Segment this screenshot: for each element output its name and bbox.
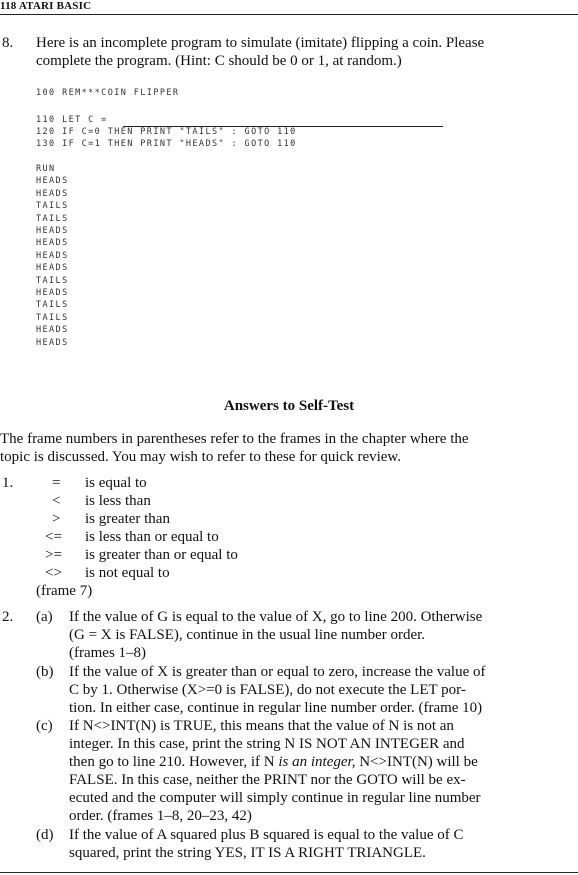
answer-2c-line-3-end: N<>INT(N) will be xyxy=(359,754,478,770)
page-number-title: 118 ATARI BASIC xyxy=(0,0,92,12)
question-text-line-2: complete the program. (Hint: C should be 0 or 1, at random.) xyxy=(36,53,402,69)
footer-rule xyxy=(0,872,578,873)
operator-meaning: is less than or equal to xyxy=(85,529,219,545)
answer-2b-label: (b) xyxy=(36,664,54,680)
operator-symbol: = xyxy=(52,475,61,491)
operator-symbol: <= xyxy=(45,529,62,545)
program-line-110: 110 LET C = xyxy=(36,115,108,125)
answer-2b-line-2: C by 1. Otherwise (X>=0 is FALSE), do not execute the LET por- xyxy=(69,682,466,698)
question-text-line-1: Here is an incomplete program to simulate (imitate) flipping a coin. Please xyxy=(36,35,485,51)
answer-2c-line-2: integer. In this case, print the string N IS NOT AN INTEGER and xyxy=(69,736,465,752)
answer-2c-line-4: FALSE. In this case, neither the PRINT nor the GOTO will be ex- xyxy=(69,772,466,788)
program-line-130: 130 IF C=1 THEN PRINT "HEADS" : GOTO 110 xyxy=(36,139,297,149)
run-output-line: HEADS xyxy=(36,188,69,199)
answer-2a-line-1: If the value of G is equal to the value of X, go to line 200. Otherwise xyxy=(69,609,483,625)
run-output-line: HEADS xyxy=(36,337,69,348)
program-line-120: 120 IF C=0 THEN PRINT "TAILS" : GOTO 110 xyxy=(36,127,297,137)
operator-symbol: <> xyxy=(45,565,62,581)
run-output-line: TAILS xyxy=(36,213,69,224)
program-line-100: 100 REM***COIN FLIPPER xyxy=(36,88,180,98)
answer-2a-line-2: (G = X is FALSE), continue in the usual line number order. xyxy=(69,627,426,643)
answer-2c-line-6: order. (frames 1–8, 20–23, 42) xyxy=(69,808,252,824)
operator-meaning: is greater than or equal to xyxy=(85,547,238,563)
run-output-line: HEADS xyxy=(36,176,69,187)
operator-meaning: is equal to xyxy=(85,475,147,491)
operator-meaning: is greater than xyxy=(85,511,170,527)
operator-symbol: > xyxy=(52,511,61,527)
run-command: RUN xyxy=(36,164,56,174)
operator-meaning: is less than xyxy=(85,493,151,509)
answer-2c-line-3 xyxy=(69,753,478,771)
answers-heading: Answers to Self-Test xyxy=(223,398,355,414)
page-header xyxy=(0,0,578,14)
question-number: 8. xyxy=(2,35,14,51)
run-output-line: HEADS xyxy=(36,238,69,249)
answer-2c-line-5: ecuted and the computer will simply continue in regular line number xyxy=(69,790,481,806)
answers-intro-line-2: topic is discussed. You may wish to refer to these for quick review. xyxy=(0,449,402,465)
run-output-line: TAILS xyxy=(36,300,69,311)
answer-1-number: 1. xyxy=(2,475,14,491)
answer-2c-italic-phrase: is an integer, xyxy=(278,754,356,770)
operator-symbol: >= xyxy=(45,547,62,563)
operator-symbol: < xyxy=(52,493,61,509)
answers-intro-line-1: The frame numbers in parentheses refer to the frames in the chapter where the xyxy=(0,431,469,447)
run-output-line: TAILS xyxy=(36,201,69,212)
answer-2b-line-1: If the value of X is greater than or equal to zero, increase the value of xyxy=(69,664,486,680)
answer-2c-line-3-start: then go to line 210. However, if N xyxy=(69,754,275,770)
answer-2d-line-2: squared, print the string YES, IT IS A RIGHT TRIANGLE. xyxy=(69,845,426,861)
operator-meaning: is not equal to xyxy=(85,565,170,581)
run-output-line: HEADS xyxy=(36,250,69,261)
answer-2c-line-1: If N<>INT(N) is TRUE, this means that the value of N is not an xyxy=(69,718,454,734)
header-rule xyxy=(0,14,578,15)
answer-1-frame: (frame 7) xyxy=(36,583,93,599)
answer-2d-line-1: If the value of A squared plus B squared is equal to the value of C xyxy=(69,827,464,843)
answer-2c-label: (c) xyxy=(36,718,53,734)
run-output-line: HEADS xyxy=(36,325,69,336)
answer-2b-line-3: tion. In either case, continue in regular line number order. (frame 10) xyxy=(69,700,483,716)
run-output-line: HEADS xyxy=(36,288,69,298)
answer-2a-line-3: (frames 1–8) xyxy=(69,645,147,661)
answer-2d-label: (d) xyxy=(36,827,54,843)
run-output-line: HEADS xyxy=(36,226,69,236)
run-output-line: TAILS xyxy=(36,275,69,286)
answer-2-number: 2. xyxy=(2,609,14,625)
run-output-line: HEADS xyxy=(36,263,69,274)
run-output-line: TAILS xyxy=(36,312,69,323)
answer-2a-label: (a) xyxy=(36,609,53,625)
